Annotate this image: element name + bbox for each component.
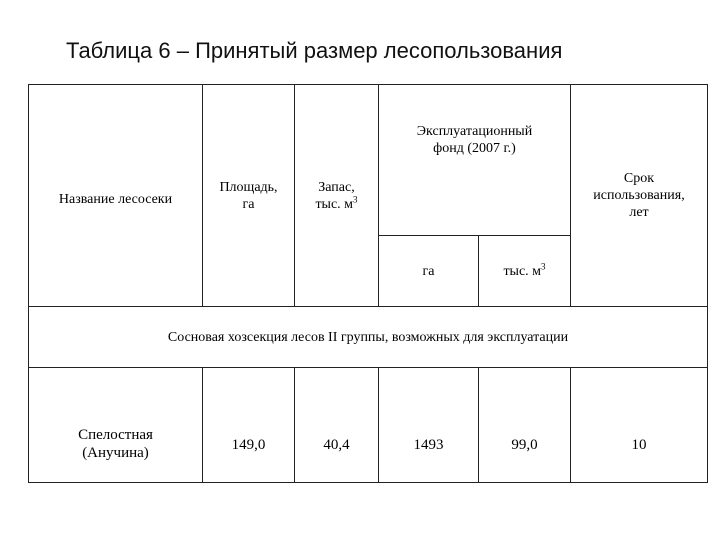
row-fund-thousand: 99,0 (511, 436, 538, 453)
header-stock-line1: Запас, (318, 179, 355, 195)
header-fund-thousand: тыс. м (503, 263, 542, 279)
header-name: Название лесосеки (58, 192, 173, 207)
section-label: Сосновая хозсекция лесов II группы, возможных для эксплуатации (167, 329, 569, 345)
row-fund-ha-cell (379, 368, 479, 483)
header-stock-line2: тыс. м (315, 196, 354, 212)
row-name-cell (29, 368, 203, 483)
row-stock-cell (295, 368, 379, 483)
header-stock-sup: 3 (353, 193, 358, 204)
header-stock-cell (295, 85, 379, 307)
table-row (29, 368, 708, 483)
header-fund-line1: Эксплуатационный (416, 124, 533, 139)
header-fund-thousand-sup: 3 (541, 260, 546, 271)
row-name-line1: Спелостная (78, 427, 153, 443)
header-term-line3: лет (629, 205, 649, 220)
header-fund-thousand-cell (479, 236, 571, 307)
header-area-line1: Площадь, (219, 179, 278, 195)
forest-use-table (28, 84, 708, 483)
header-area-line2: га (242, 196, 255, 212)
header-term-line2: использования, (593, 188, 685, 203)
header-fund-cell (379, 85, 571, 236)
row-fund-ha: 1493 (413, 436, 444, 453)
row-stock: 40,4 (323, 436, 350, 453)
table-title: Таблица 6 – Принятый размер лесопользования (66, 38, 563, 63)
header-area-cell (203, 85, 295, 307)
row-fund-thousand-cell (479, 368, 571, 483)
header-term-line1: Срок (623, 171, 655, 186)
row-name-line2: (Анучина) (82, 445, 149, 461)
header-term-cell (571, 85, 708, 307)
header-fund-ha-cell (379, 236, 479, 307)
row-term: 10 (631, 436, 647, 453)
section-label-cell (29, 307, 708, 368)
header-fund-ha: га (422, 263, 435, 279)
row-area: 149,0 (231, 436, 266, 453)
header-name-cell (29, 85, 203, 307)
header-fund-line2: фонд (2007 г.) (433, 141, 516, 156)
row-area-cell (203, 368, 295, 483)
row-term-cell (571, 368, 708, 483)
